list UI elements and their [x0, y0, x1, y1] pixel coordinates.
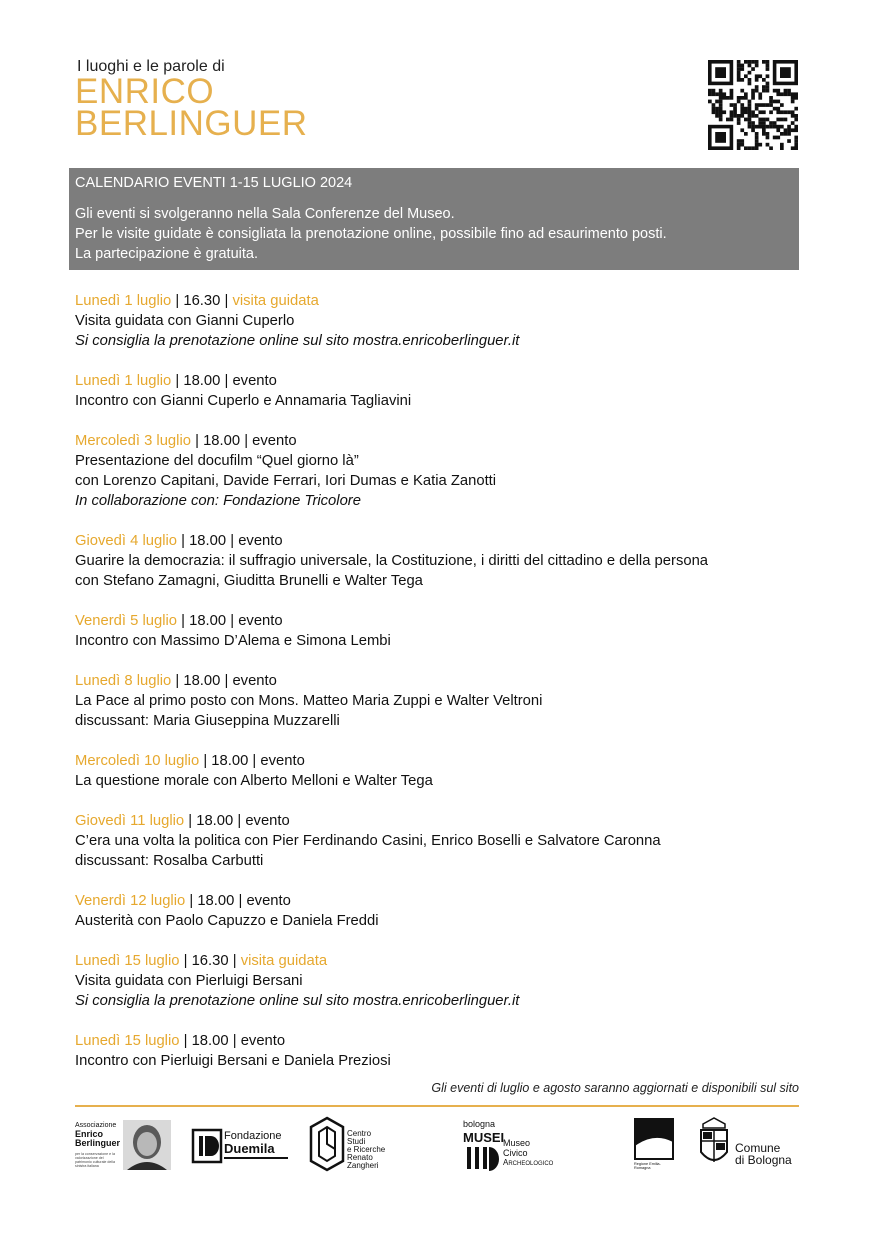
- event-item: [75, 291, 815, 351]
- event-description: Austerità con Paolo Capuzzo e Daniela Freddi: [75, 913, 379, 929]
- event-description: discussant: Rosalba Carbutti: [75, 853, 264, 869]
- event-type: evento: [238, 533, 283, 549]
- logo-text: Comune: [735, 1141, 781, 1155]
- comune-bologna-logo: [697, 1116, 801, 1174]
- event-type: visita guidata: [232, 293, 319, 309]
- logo-text: Renato: [347, 1153, 373, 1162]
- qr-code-icon[interactable]: [708, 60, 798, 150]
- separator: |: [179, 953, 192, 969]
- event-header: [75, 1031, 815, 1051]
- event-time: 18.00: [203, 433, 241, 449]
- event-time: 18.00: [189, 533, 227, 549]
- event-type: visita guidata: [240, 953, 328, 969]
- event-time: 18.00: [189, 613, 227, 629]
- event-item: [75, 751, 815, 791]
- fondazione-duemila-logo: [191, 1128, 291, 1164]
- event-type: evento: [260, 753, 305, 769]
- event-description: Visita guidata con Gianni Cuperlo: [75, 313, 295, 329]
- regione-emblem-icon: [634, 1118, 674, 1160]
- info-line: La partecipazione è gratuita.: [75, 246, 258, 262]
- info-title: CALENDARIO EVENTI 1-15 LUGLIO 2024: [75, 175, 353, 191]
- event-header: [75, 671, 815, 691]
- header-title: [75, 72, 308, 143]
- events-list: [75, 291, 815, 1071]
- separator: |: [171, 293, 184, 309]
- event-day: Venerdì 5 luglio: [75, 613, 178, 629]
- event-type: evento: [245, 813, 290, 829]
- event-day: Mercoledì 10 luglio: [75, 753, 200, 769]
- event-description: con Stefano Zamagni, Giuditta Brunelli e Walter Tega: [75, 573, 423, 589]
- columns-icon: [465, 1145, 501, 1171]
- event-description: La questione morale con Alberto Melloni e Walter Tega: [75, 773, 433, 789]
- event-day: Venerdì 12 luglio: [75, 893, 186, 909]
- separator: |: [171, 673, 184, 689]
- event-description: Visita guidata con Pierluigi Bersani: [75, 973, 303, 989]
- separator: |: [171, 373, 184, 389]
- event-day: Lunedì 15 luglio: [75, 1033, 180, 1049]
- header-title-line1: ENRICO: [75, 72, 215, 111]
- logo-text: Fondazione: [224, 1130, 282, 1142]
- footer-note: Gli eventi di luglio e agosto saranno aggiornati e disponibili sul sito: [431, 1081, 799, 1095]
- cube-icon: [309, 1116, 345, 1172]
- logo-rule: [224, 1157, 288, 1159]
- logo-text: Archeologico: [503, 1158, 554, 1167]
- event-item: [75, 811, 815, 871]
- event-description: Presentazione del docufilm “Quel giorno là”: [75, 453, 359, 469]
- separator: |: [220, 293, 233, 309]
- info-box: [69, 168, 799, 270]
- event-time: 16.30: [183, 293, 221, 309]
- logo-text: Berlinguer: [75, 1138, 121, 1148]
- event-time: 18.00: [197, 893, 235, 909]
- separator: |: [184, 813, 197, 829]
- separator: |: [185, 893, 198, 909]
- event-description: La Pace al primo posto con Mons. Matteo Maria Zuppi e Walter Veltroni: [75, 693, 543, 709]
- separator: |: [190, 433, 204, 449]
- info-line: Gli eventi si svolgeranno nella Sala Conferenze del Museo.: [75, 206, 455, 222]
- event-item: [75, 431, 815, 511]
- event-day: Mercoledì 3 luglio: [75, 433, 191, 449]
- event-description: discussant: Maria Giuseppina Muzzarelli: [75, 713, 340, 729]
- header-title-line2: BERLINGUER: [75, 104, 308, 143]
- separator: |: [248, 753, 261, 769]
- centro-zangheri-logo: [309, 1116, 399, 1172]
- event-description: C’era una volta la politica con Pier Ferdinando Casini, Enrico Boselli e Salvatore Caronna: [75, 833, 661, 849]
- regione-logo: [634, 1118, 674, 1172]
- event-description: In collaborazione con: Fondazione Tricolore: [75, 493, 361, 509]
- logo-text: Associazione: [75, 1122, 117, 1129]
- event-header: [75, 431, 815, 451]
- logo-text: Centro: [347, 1129, 372, 1138]
- separator: |: [177, 533, 190, 549]
- event-day: Lunedì 1 luglio: [75, 373, 172, 389]
- event-item: [75, 891, 815, 931]
- event-time: 18.00: [211, 753, 249, 769]
- event-type: evento: [246, 893, 291, 909]
- event-time: 18.00: [183, 673, 221, 689]
- event-header: [75, 371, 815, 391]
- event-time: 18.00: [196, 813, 234, 829]
- event-type: evento: [238, 613, 283, 629]
- event-day: Giovedì 11 luglio: [75, 813, 185, 829]
- associazione-berlinguer-logo: [75, 1120, 171, 1172]
- event-description: Si consiglia la prenotazione online sul sito mostra.enricoberlinguer.it: [75, 993, 520, 1009]
- event-time: 18.00: [191, 1033, 229, 1049]
- event-item: [75, 951, 815, 1011]
- comune-crest-icon: [697, 1116, 731, 1172]
- event-header: [75, 611, 815, 631]
- separator: |: [234, 893, 247, 909]
- info-line: Per le visite guidate è consigliata la prenotazione online, possibile fino ad esaurimento posti.: [75, 226, 667, 242]
- event-description: Incontro con Gianni Cuperlo e Annamaria Tagliavini: [75, 393, 412, 409]
- musei-bologna-logo: [463, 1120, 567, 1172]
- logo-text: Museo: [503, 1138, 531, 1148]
- event-description: Guarire la democrazia: il suffragio universale, la Costituzione, i diritti del cittadino e della persona: [75, 553, 709, 569]
- event-header: [75, 751, 815, 771]
- logo-text: bologna: [463, 1119, 496, 1129]
- event-type: evento: [252, 433, 297, 449]
- event-type: evento: [240, 1033, 286, 1049]
- separator: |: [220, 673, 233, 689]
- event-day: Giovedì 4 luglio: [75, 533, 177, 549]
- logo-text: Studi: [347, 1137, 366, 1146]
- separator: |: [177, 613, 190, 629]
- event-item: [75, 1031, 815, 1071]
- separator: |: [199, 753, 212, 769]
- separator: |: [179, 1033, 192, 1049]
- separator: |: [233, 813, 246, 829]
- logo-text: MUSEI: [463, 1130, 505, 1145]
- event-time: 18.00: [183, 373, 221, 389]
- event-time: 16.30: [191, 953, 229, 969]
- logo-text: di Bologna: [735, 1153, 792, 1167]
- event-header: [75, 951, 815, 971]
- berlinguer-portrait-icon: [123, 1120, 171, 1170]
- footer-divider: [75, 1105, 799, 1107]
- event-header: [75, 291, 815, 311]
- fd-monogram-icon: [191, 1128, 223, 1164]
- logo-text: Regione Emilia-Romagna: [634, 1162, 661, 1170]
- separator: |: [226, 533, 239, 549]
- event-day: Lunedì 15 luglio: [75, 953, 180, 969]
- logo-text: e Ricerche: [347, 1145, 386, 1154]
- separator: |: [226, 613, 239, 629]
- event-header: [75, 531, 815, 551]
- separator: |: [228, 953, 241, 969]
- event-day: Lunedì 1 luglio: [75, 293, 172, 309]
- event-description: con Lorenzo Capitani, Davide Ferrari, Iori Dumas e Katia Zanotti: [75, 473, 497, 489]
- logo-text: Enrico: [75, 1129, 104, 1139]
- event-day: Lunedì 8 luglio: [75, 673, 172, 689]
- event-description: Si consiglia la prenotazione online sul sito mostra.enricoberlinguer.it: [75, 333, 520, 349]
- separator: |: [220, 373, 233, 389]
- logo-text: per la conservazione e la valorizzazione del patrimonio culturale della sinistra italiana: [75, 1152, 115, 1168]
- separator: |: [228, 1033, 241, 1049]
- separator: |: [240, 433, 253, 449]
- event-type: evento: [232, 373, 277, 389]
- event-item: [75, 671, 815, 731]
- logo-text: Civico: [503, 1148, 528, 1158]
- event-description: Incontro con Pierluigi Bersani e Daniela Preziosi: [75, 1053, 391, 1069]
- event-header: [75, 811, 815, 831]
- logo-text: Duemila: [224, 1141, 275, 1156]
- event-item: [75, 611, 815, 651]
- event-header: [75, 891, 815, 911]
- logo-text: Zangheri: [347, 1161, 379, 1170]
- event-type: evento: [232, 673, 277, 689]
- event-description: Incontro con Massimo D’Alema e Simona Lembi: [75, 633, 391, 649]
- event-item: [75, 371, 815, 411]
- header-subtitle: I luoghi e le parole di: [77, 58, 225, 75]
- event-item: [75, 531, 815, 591]
